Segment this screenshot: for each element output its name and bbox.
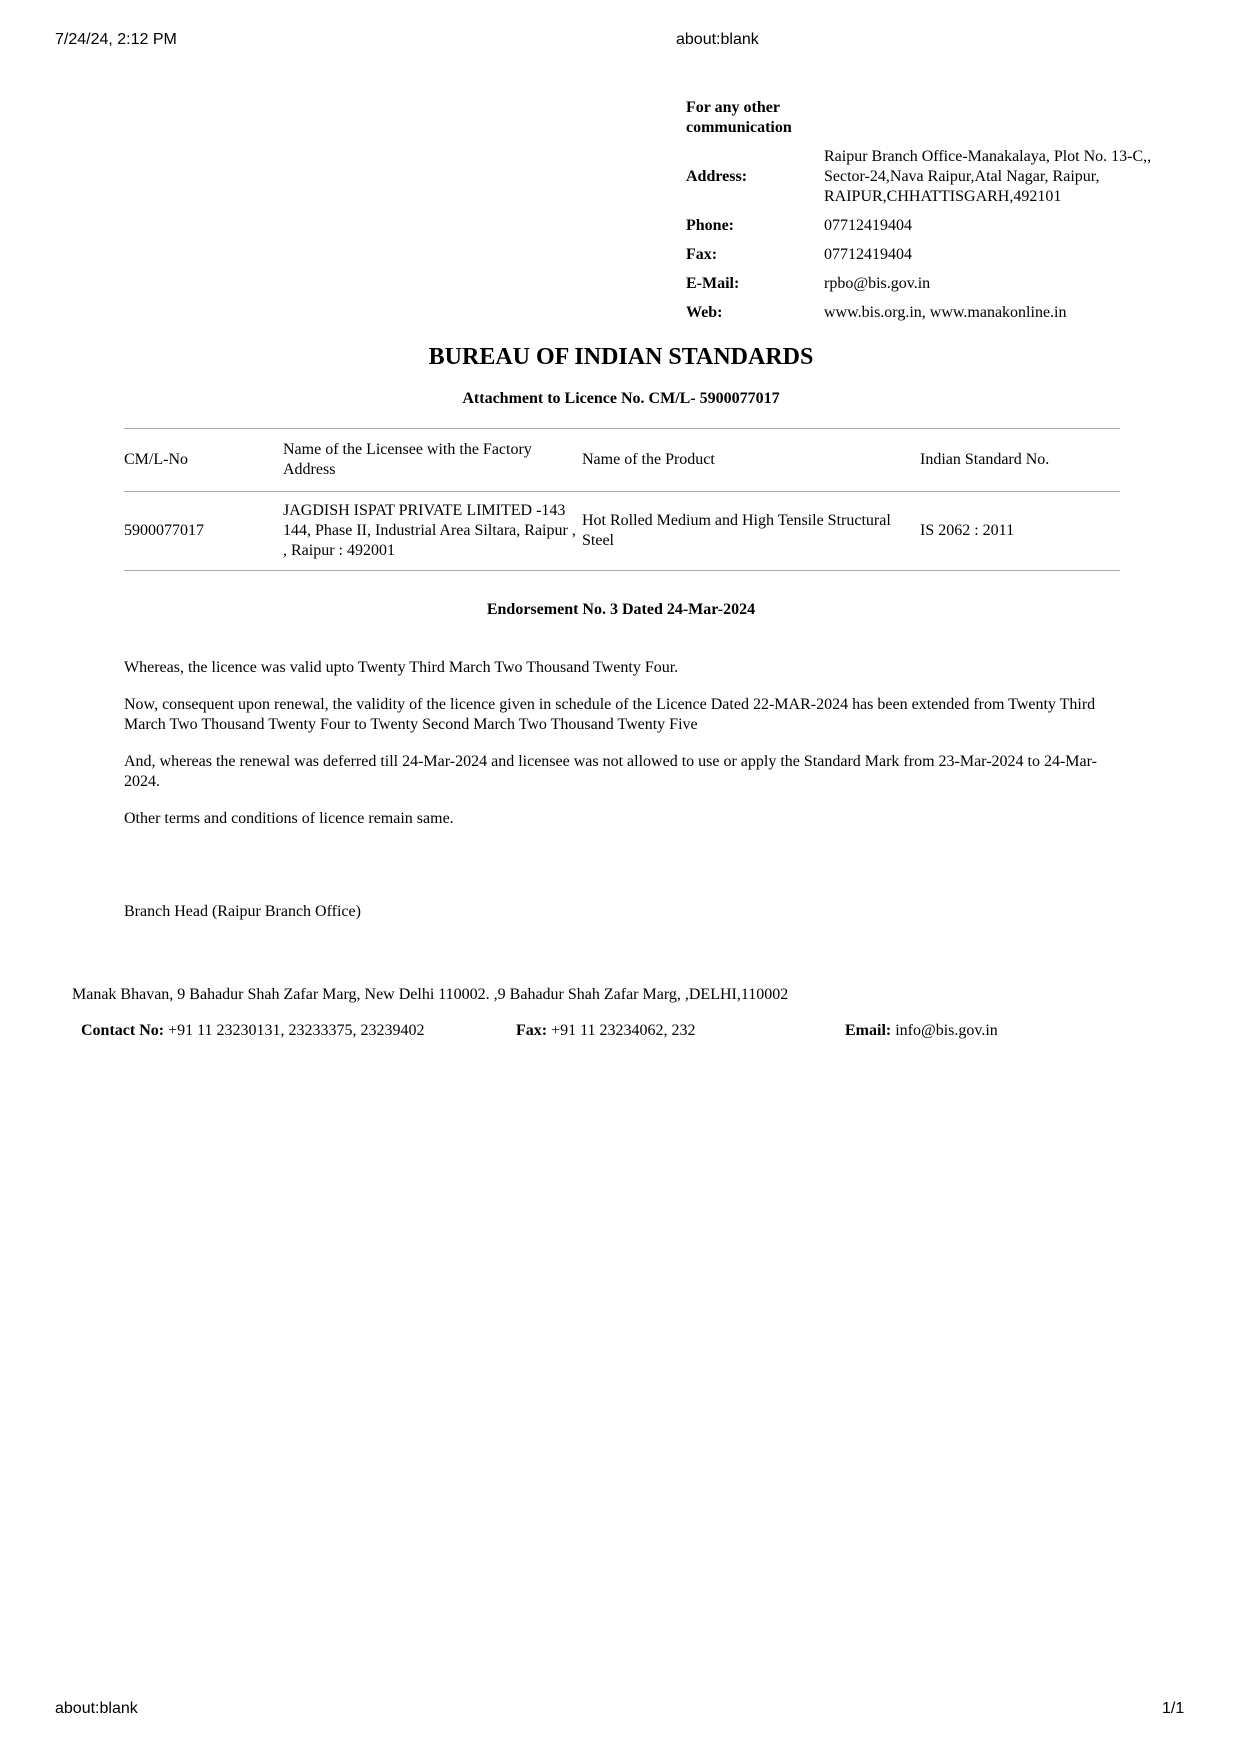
header-standard: Indian Standard No. [920, 451, 1050, 468]
fax-value: 07712419404 [824, 246, 912, 263]
cell-standard: IS 2062 : 2011 [920, 522, 1015, 539]
header-product: Name of the Product [582, 451, 715, 468]
contact-block [686, 98, 1186, 332]
footer-email-label: Email: [845, 1022, 892, 1039]
fax-label: Fax: [686, 246, 718, 263]
phone-value: 07712419404 [824, 217, 912, 234]
web-value: www.bis.org.in, www.manakonline.in [824, 304, 1067, 321]
contact-heading: For any other communication [686, 99, 792, 136]
footer-fax-label: Fax: [516, 1022, 548, 1039]
paragraph-validity: Whereas, the licence was valid upto Twenty Third March Two Thousand Twenty Four. [124, 659, 679, 676]
phone-row [686, 216, 1186, 236]
licence-table [124, 428, 1120, 571]
web-label: Web: [686, 304, 723, 321]
footer-fax-value: +91 11 23234062, 232 [551, 1022, 696, 1039]
signatory: Branch Head (Raipur Branch Office) [124, 903, 361, 920]
phone-label: Phone: [686, 217, 734, 234]
email-row [686, 274, 1186, 294]
cell-licensee: JAGDISH ISPAT PRIVATE LIMITED -143 144, Phase II, Industrial Area Siltara, Raipur , , Raipur : 492001 [283, 502, 576, 559]
print-page-url: about:blank [676, 31, 759, 48]
email-value: rpbo@bis.gov.in [824, 275, 931, 292]
paragraph-renewal: Now, consequent upon renewal, the validity of the licence given in schedule of the Licence Dated 22-MAR-2024 has been extended from Twenty Third March Two Thousand Twenty Four to Twenty Second March Two Thousand Twenty Five [124, 696, 1096, 733]
fax-row [686, 245, 1186, 265]
contact-heading-row [686, 98, 1186, 138]
footer-contact-label: Contact No: [81, 1022, 165, 1039]
print-footer-url: about:blank [55, 1700, 138, 1717]
endorsement-heading: Endorsement No. 3 Dated 24-Mar-2024 [486, 601, 756, 618]
web-row [686, 303, 1186, 323]
address-row [686, 147, 1186, 207]
header-cml-no: CM/L-No [124, 451, 188, 468]
footer-contact-value: +91 11 23230131, 23233375, 23239402 [168, 1022, 425, 1039]
email-label: E-Mail: [686, 275, 740, 292]
table-row [124, 492, 1120, 571]
document-title: BUREAU OF INDIAN STANDARDS [428, 344, 814, 370]
address-value: Raipur Branch Office-Manakalaya, Plot No. 13-C,, Sector-24,Nava Raipur,Atal Nagar, Raipur, RAIPUR,CHHATTISGARH,492101 [824, 148, 1152, 205]
footer-fax [516, 1022, 696, 1040]
footer-email-value: info@bis.gov.in [895, 1022, 998, 1039]
print-datetime: 7/24/24, 2:12 PM [55, 31, 177, 48]
attachment-text: Attachment to Licence No. CM/L- 5900077017 [462, 390, 780, 407]
address-label: Address: [686, 168, 748, 185]
print-page-number: 1/1 [1162, 1700, 1185, 1717]
cell-cml-no: 5900077017 [124, 522, 204, 539]
footer-address: Manak Bhavan, 9 Bahadur Shah Zafar Marg, New Delhi 110002. ,9 Bahadur Shah Zafar Marg, ,DELHI,110002 [72, 986, 789, 1003]
attachment-line [0, 390, 1242, 408]
header-licensee: Name of the Licensee with the Factory Address [283, 441, 532, 478]
footer-email [845, 1022, 998, 1040]
table-header-row [124, 429, 1120, 492]
cell-product: Hot Rolled Medium and High Tensile Structural Steel [582, 512, 891, 549]
paragraph-deferral: And, whereas the renewal was deferred till 24-Mar-2024 and licensee was not allowed to use or apply the Standard Mark from 23-Mar-2024 to 24-Mar-2024. [124, 753, 1097, 790]
footer-contact-number [81, 1022, 425, 1040]
paragraph-terms: Other terms and conditions of licence remain same. [124, 810, 454, 827]
